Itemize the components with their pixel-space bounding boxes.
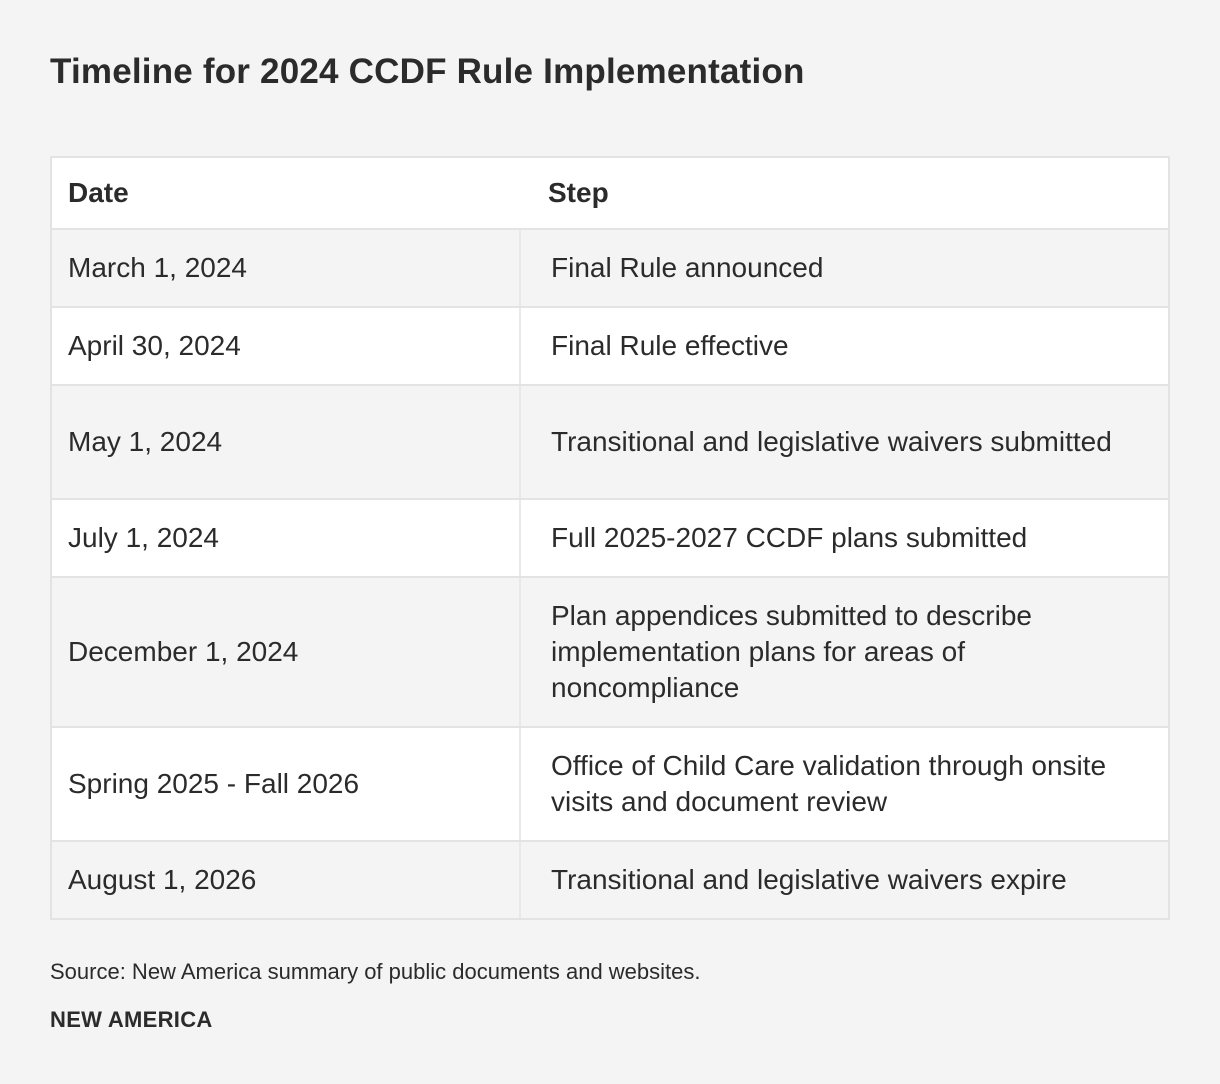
date-cell: March 1, 2024 (52, 229, 520, 307)
step-cell: Final Rule effective (520, 307, 1168, 385)
date-cell: December 1, 2024 (52, 577, 520, 727)
table-row (52, 229, 1168, 307)
step-cell: Transitional and legislative waivers submitted (520, 385, 1168, 499)
date-cell: May 1, 2024 (52, 385, 520, 499)
table-row (52, 307, 1168, 385)
step-cell: Final Rule announced (520, 229, 1168, 307)
brand-label: NEW AMERICA (50, 1007, 213, 1032)
date-cell: July 1, 2024 (52, 499, 520, 577)
table-row (52, 499, 1168, 577)
step-cell: Full 2025-2027 CCDF plans submitted (520, 499, 1168, 577)
table-row (52, 727, 1168, 841)
table-header-row (52, 158, 1168, 229)
step-cell: Transitional and legislative waivers expire (520, 841, 1168, 918)
source-note: Source: New America summary of public documents and websites. (50, 959, 701, 984)
date-cell: April 30, 2024 (52, 307, 520, 385)
step-column-header: Step (520, 158, 1168, 229)
date-cell: Spring 2025 - Fall 2026 (52, 727, 520, 841)
step-cell: Office of Child Care validation through onsite visits and document review (520, 727, 1168, 841)
table-row (52, 577, 1168, 727)
timeline-table (50, 156, 1170, 920)
table-row (52, 385, 1168, 499)
date-column-header: Date (52, 158, 520, 229)
step-cell: Plan appendices submitted to describe implementation plans for areas of noncompliance (520, 577, 1168, 727)
date-cell: August 1, 2026 (52, 841, 520, 918)
page-title: Timeline for 2024 CCDF Rule Implementation (50, 52, 805, 91)
table-row (52, 841, 1168, 918)
